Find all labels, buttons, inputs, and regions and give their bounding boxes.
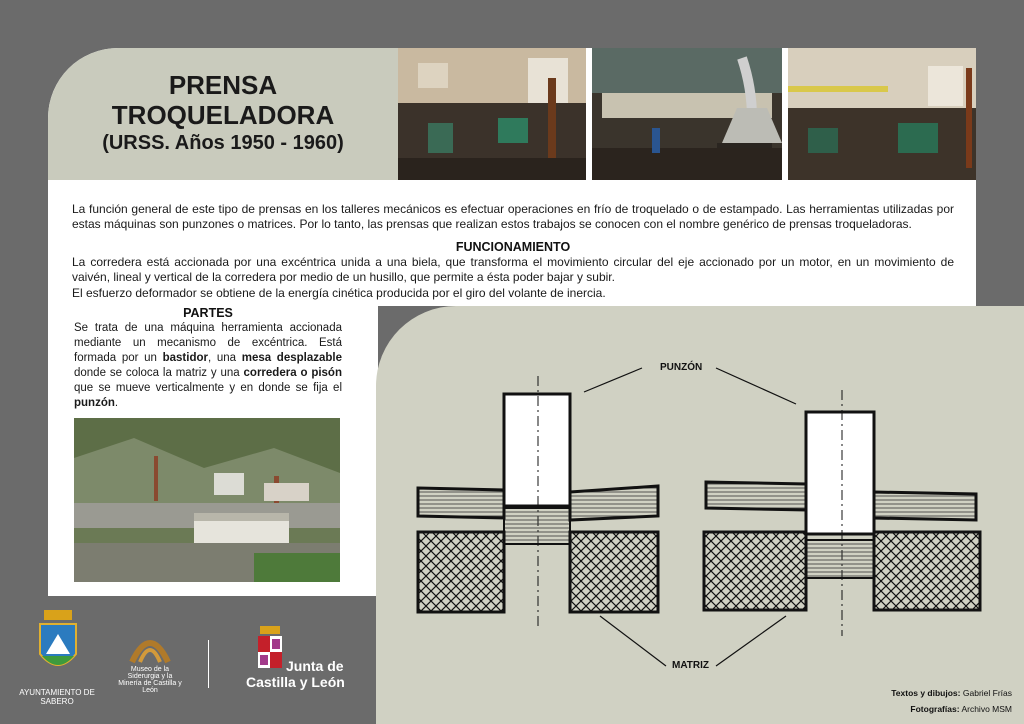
title-line-2: TROQUELADORA: [111, 100, 335, 130]
workshop-photo-1: [398, 48, 586, 180]
matriz-label: MATRIZ: [672, 660, 710, 671]
intro-text: La función general de este tipo de prensas en los talleres mecánicos es efectuar operaciones en frío de troquelado o de estampado. Las herramientas utilizadas por estas máquinas son punzones o matrices. Por lo tanto, las prensas que realizan estos trabajos se conocen con el nombre genérico de prensas troqueladoras.: [72, 202, 954, 231]
factory-photo: [74, 418, 340, 582]
junta-logo-line2: Castilla y León: [246, 674, 345, 690]
funcionamiento-text-2: El esfuerzo deformador se obtiene de la energía cinética producida por el giro del volante de inercia.: [72, 286, 606, 300]
partes-text: Se trata de una máquina herramienta accionada mediante un mecanismo de excéntrica. Está formada por un bastidor, una mesa desplazable donde se coloca la matriz y una corredera o pisón que se mueve verticalmente y en donde se fija el punzón.: [74, 322, 342, 409]
sabero-shield-icon: [36, 610, 80, 680]
workshop-photo-3: [788, 48, 976, 180]
credits-textos: Textos y dibujos: Gabriel Frías: [891, 688, 1012, 698]
museo-logo-text: Museo de la Siderurgia y la Minería de Castilla y León: [118, 666, 182, 694]
page-title: [48, 70, 398, 156]
title-line-3: (URSS. Años 1950 - 1960): [102, 132, 344, 154]
credits-fotos: Fotografías: Archivo MSM: [910, 704, 1012, 714]
workshop-photo-2: [592, 48, 782, 180]
junta-shield-icon: [256, 626, 284, 670]
funcionamiento-text: La corredera está accionada por una excéntrica unida a una biela, que transforma el movimiento circular del eje accionado por un motor, en un movimiento de vaivén, lineal y vertical de la corredera por medio de un husillo, que permite a ésta poder bajar y subir.: [72, 255, 954, 284]
partes-heading: PARTES: [183, 306, 233, 320]
junta-logo-line1: Junta de: [286, 658, 344, 674]
funcionamiento-heading: FUNCIONAMIENTO: [455, 240, 571, 254]
logo-divider: [208, 640, 209, 688]
museo-logo-icon: [128, 630, 172, 664]
title-line-1: PRENSA: [168, 70, 278, 100]
sabero-logo-text: AYUNTAMIENTO DE SABERO: [19, 688, 95, 706]
punzon-label: PUNZÓN: [660, 362, 703, 373]
punch-die-diagram: [376, 306, 1024, 724]
